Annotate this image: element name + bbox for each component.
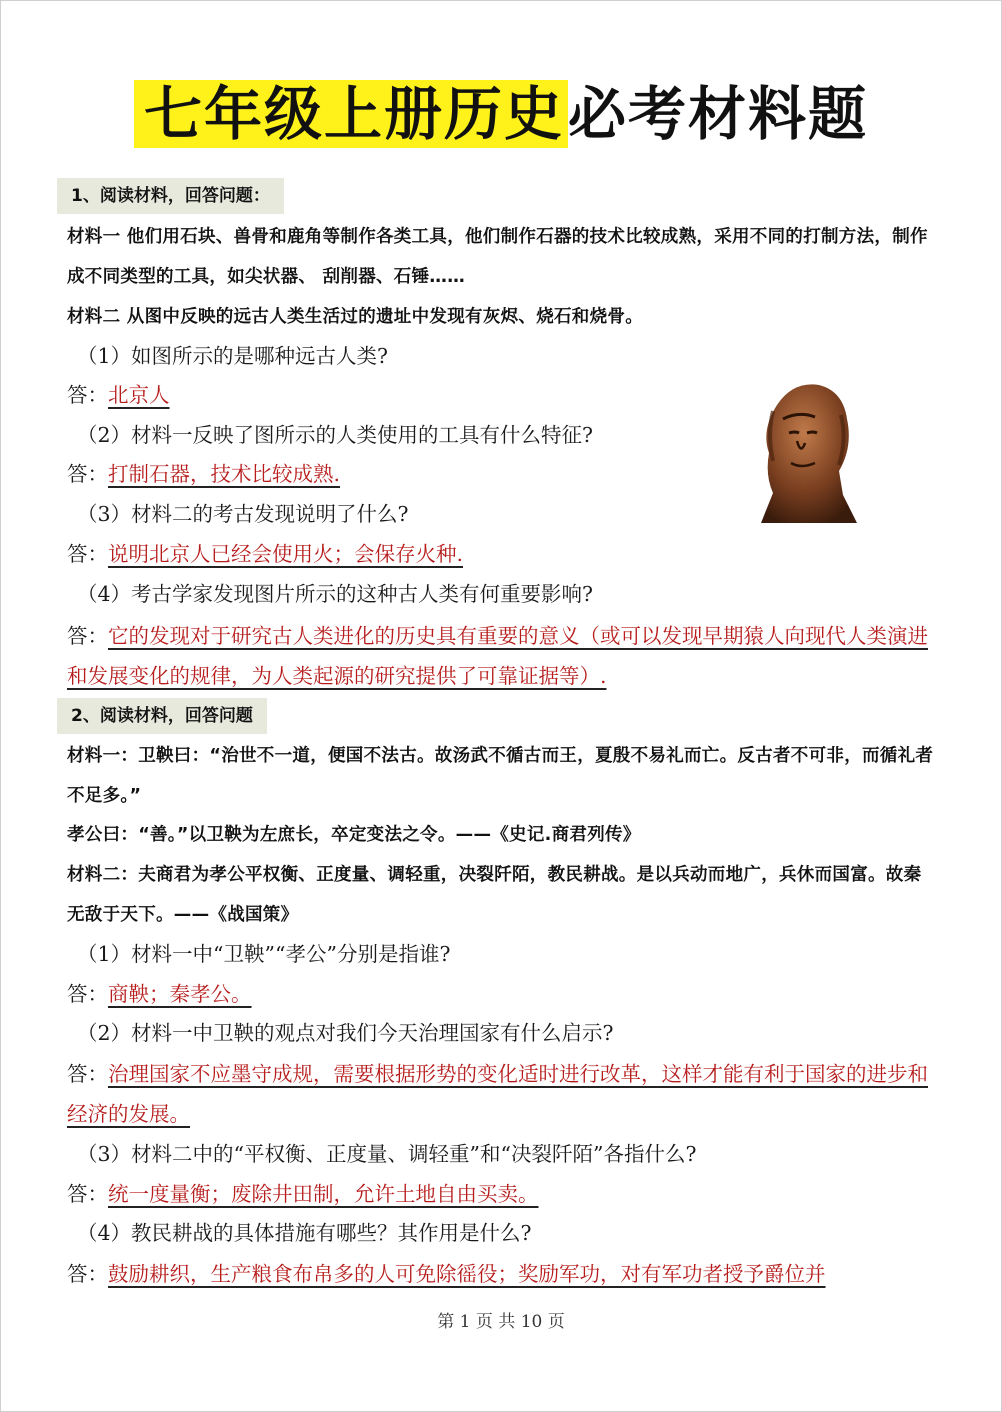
title-block <box>1 73 1001 155</box>
q1-answer-2: 答：打制石器，技术比较成熟. <box>67 462 341 486</box>
q1-answer-3: 答：说明北京人已经会使用火；会保存火种. <box>67 542 464 566</box>
page-footer: 第 1 页 共 10 页 <box>437 1312 565 1332</box>
q1-material-one: 材料一 他们用石块、兽骨和鹿角等制作各类工具，他们制作石器的技术比较成熟，采用不同的打制方法，制作成不同类型的工具，如尖状器、 刮削器、石锤…… <box>67 227 928 287</box>
q2-answer-2: 答：治理国家不应墨守成规，需要根据形势的变化适时进行改革，这样才能有利于国家的进步和经济的发展。 <box>67 1062 928 1126</box>
q2-answer-3: 答：统一度量衡；废除井田制，允许土地自由买卖。 <box>67 1182 539 1206</box>
q2-material-one-cont: 孝公曰：“善。”以卫鞅为左庶长，卒定变法之令。——《史记.商君列传》 <box>67 825 641 845</box>
q2-question-4: （4）教民耕战的具体措施有哪些？其作用是什么? <box>77 1221 532 1245</box>
q1-material-two: 材料二 从图中反映的远古人类生活过的遗址中发现有灰烬、烧石和烧骨。 <box>67 307 643 327</box>
answer-text: 打制石器，技术比较成熟. <box>108 462 341 486</box>
q2-question-1: （1）材料一中“卫鞅”“孝公”分别是指谁? <box>77 942 451 966</box>
page-title <box>134 73 868 155</box>
answer-text: 治理国家不应墨守成规，需要根据形势的变化适时进行改革，这样才能有利于国家的进步和经济的发展。 <box>67 1062 928 1126</box>
answer-text: 鼓励耕织，生产粮食布帛多的人可免除徭役；奖励军功，对有军功者授予爵位并 <box>108 1262 826 1286</box>
q1-question-3: （3）材料二的考古发现说明了什么? <box>77 502 409 526</box>
q2-question-2: （2）材料一中卫鞅的观点对我们今天治理国家有什么启示? <box>77 1021 614 1045</box>
answer-text: 商鞅；秦孝公。 <box>108 982 252 1006</box>
q1-header: 1、阅读材料，回答问题： <box>57 178 284 214</box>
q2-material-two: 材料二：夫商君为孝公平权衡、正度量、调轻重，决裂阡陌，教民耕战。是以兵动而地广，兵休而国富。故秦无敌于天下。——《战国策》 <box>67 865 922 925</box>
answer-text: 说明北京人已经会使用火；会保存火种. <box>108 542 464 566</box>
title-highlighted-part: 七年级上册历史 <box>134 80 568 148</box>
answer-text: 统一度量衡；废除井田制，允许土地自由买卖。 <box>108 1182 539 1206</box>
q1-answer-4: 答：它的发现对于研究古人类进化的历史具有重要的意义（或可以发现早期猿人向现代人类演进和发展变化的规律，为人类起源的研究提供了可靠证据等）. <box>67 624 928 688</box>
answer-text: 北京人 <box>108 383 170 407</box>
q2-header: 2、阅读材料，回答问题 <box>57 698 267 734</box>
q1-answer-1: 答：北京人 <box>67 383 170 407</box>
q2-answer-1: 答：商鞅；秦孝公。 <box>67 982 252 1006</box>
title-rest: 必考材料题 <box>568 80 869 148</box>
q2-question-3: （3）材料二中的“平权衡、正度量、调轻重”和“决裂阡陌”各指什么? <box>77 1142 697 1166</box>
q2-material-one: 材料一：卫鞅曰：“治世不一道，便国不法古。故汤武不循古而王，夏殷不易礼而亡。反古者不可非，而循礼者不足多。” <box>67 746 934 806</box>
peking-man-bust-image <box>743 375 861 523</box>
q2-answer-4: 答：鼓励耕织，生产粮食布帛多的人可免除徭役；奖励军功，对有军功者授予爵位并 <box>67 1262 826 1286</box>
q1-question-4: （4）考古学家发现图片所示的这种古人类有何重要影响? <box>77 582 594 606</box>
q1-question-2: （2）材料一反映了图所示的人类使用的工具有什么特征? <box>77 423 594 447</box>
answer-text: 它的发现对于研究古人类进化的历史具有重要的意义（或可以发现早期猿人向现代人类演进和发展变化的规律，为人类起源的研究提供了可靠证据等）. <box>67 624 928 688</box>
q1-question-1: （1）如图所示的是哪种远古人类? <box>77 344 389 368</box>
